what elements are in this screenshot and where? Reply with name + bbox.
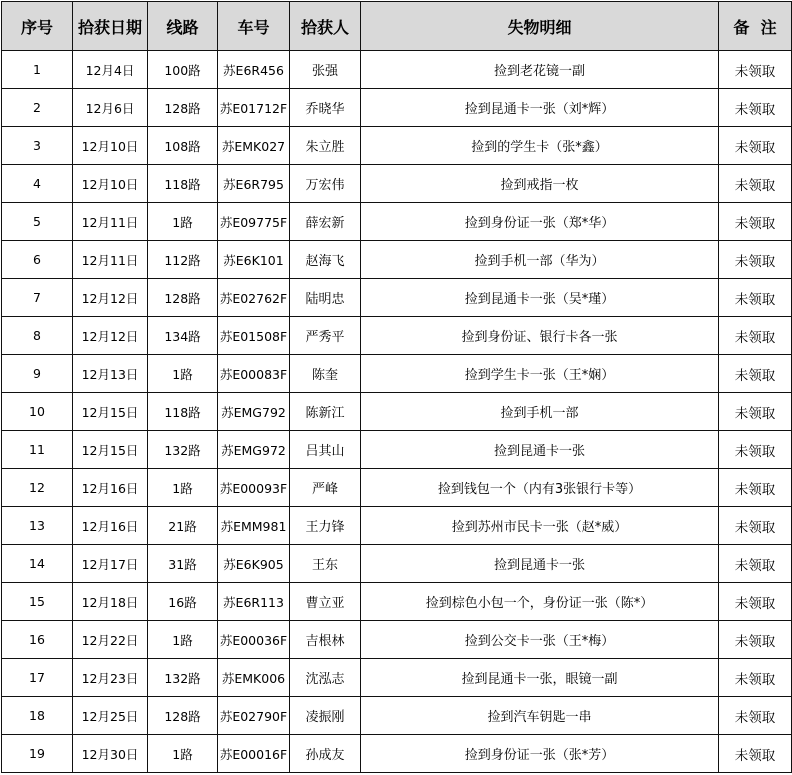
cell-index: 9	[2, 355, 73, 393]
table-row	[2, 241, 792, 279]
cell-date: 12月18日	[73, 583, 148, 621]
cell-date: 12月4日	[73, 51, 148, 89]
cell-date: 12月15日	[73, 393, 148, 431]
cell-date: 12月15日	[73, 431, 148, 469]
table-row	[2, 279, 792, 317]
cell-index: 16	[2, 621, 73, 659]
cell-finder: 张强	[290, 51, 361, 89]
table-row	[2, 659, 792, 697]
cell-item-details: 捡到棕色小包一个，身份证一张（陈*）	[361, 583, 719, 621]
table-row	[2, 697, 792, 735]
cell-date: 12月30日	[73, 735, 148, 773]
cell-finder: 严峰	[290, 469, 361, 507]
cell-item-details: 捡到手机一部（华为）	[361, 241, 719, 279]
header-item-details: 失物明细	[361, 2, 719, 51]
cell-index: 11	[2, 431, 73, 469]
cell-item-details: 捡到身份证、银行卡各一张	[361, 317, 719, 355]
cell-date: 12月17日	[73, 545, 148, 583]
cell-date: 12月12日	[73, 317, 148, 355]
cell-index: 8	[2, 317, 73, 355]
table-row	[2, 203, 792, 241]
cell-item-details: 捡到昆通卡一张	[361, 545, 719, 583]
cell-item-details: 捡到昆通卡一张	[361, 431, 719, 469]
cell-finder: 陈新江	[290, 393, 361, 431]
cell-bus-number: 苏E02762F	[218, 279, 290, 317]
cell-remark: 未领取	[719, 735, 792, 773]
cell-index: 3	[2, 127, 73, 165]
cell-finder: 曹立亚	[290, 583, 361, 621]
cell-remark: 未领取	[719, 279, 792, 317]
cell-bus-number: 苏E6R456	[218, 51, 290, 89]
cell-item-details: 捡到昆通卡一张，眼镜一副	[361, 659, 719, 697]
cell-index: 18	[2, 697, 73, 735]
cell-bus-number: 苏EMG792	[218, 393, 290, 431]
cell-remark: 未领取	[719, 431, 792, 469]
cell-item-details: 捡到老花镜一副	[361, 51, 719, 89]
cell-finder: 沈泓志	[290, 659, 361, 697]
cell-date: 12月10日	[73, 127, 148, 165]
cell-remark: 未领取	[719, 203, 792, 241]
cell-route: 31路	[148, 545, 218, 583]
cell-index: 15	[2, 583, 73, 621]
cell-index: 4	[2, 165, 73, 203]
table-row	[2, 127, 792, 165]
cell-remark: 未领取	[719, 469, 792, 507]
table-row	[2, 431, 792, 469]
table-row	[2, 583, 792, 621]
cell-remark: 未领取	[719, 621, 792, 659]
cell-remark: 未领取	[719, 317, 792, 355]
cell-finder: 王力锋	[290, 507, 361, 545]
cell-item-details: 捡到学生卡一张（王*娴）	[361, 355, 719, 393]
cell-finder: 薛宏新	[290, 203, 361, 241]
header-remark: 备 注	[719, 2, 792, 51]
cell-bus-number: 苏E00083F	[218, 355, 290, 393]
table-row	[2, 545, 792, 583]
table-row	[2, 507, 792, 545]
cell-item-details: 捡到的学生卡（张*鑫）	[361, 127, 719, 165]
cell-item-details: 捡到身份证一张（张*芳）	[361, 735, 719, 773]
cell-route: 1路	[148, 735, 218, 773]
cell-finder: 赵海飞	[290, 241, 361, 279]
cell-route: 128路	[148, 89, 218, 127]
lost-items-table	[1, 1, 792, 773]
cell-item-details: 捡到昆通卡一张（刘*辉）	[361, 89, 719, 127]
table-row	[2, 469, 792, 507]
cell-finder: 吉根林	[290, 621, 361, 659]
table-row	[2, 317, 792, 355]
cell-finder: 凌振刚	[290, 697, 361, 735]
cell-remark: 未领取	[719, 127, 792, 165]
cell-bus-number: 苏E00016F	[218, 735, 290, 773]
cell-finder: 万宏伟	[290, 165, 361, 203]
cell-bus-number: 苏EMG972	[218, 431, 290, 469]
table-row	[2, 355, 792, 393]
cell-date: 12月22日	[73, 621, 148, 659]
cell-remark: 未领取	[719, 507, 792, 545]
cell-remark: 未领取	[719, 165, 792, 203]
cell-index: 14	[2, 545, 73, 583]
cell-route: 118路	[148, 393, 218, 431]
cell-index: 10	[2, 393, 73, 431]
header-finder: 拾获人	[290, 2, 361, 51]
table-row	[2, 621, 792, 659]
table-row	[2, 393, 792, 431]
cell-route: 108路	[148, 127, 218, 165]
cell-index: 17	[2, 659, 73, 697]
cell-index: 6	[2, 241, 73, 279]
cell-index: 13	[2, 507, 73, 545]
cell-route: 1路	[148, 469, 218, 507]
cell-date: 12月16日	[73, 507, 148, 545]
cell-route: 1路	[148, 355, 218, 393]
cell-remark: 未领取	[719, 393, 792, 431]
cell-finder: 乔晓华	[290, 89, 361, 127]
cell-date: 12月11日	[73, 241, 148, 279]
cell-bus-number: 苏EMK006	[218, 659, 290, 697]
cell-bus-number: 苏E00093F	[218, 469, 290, 507]
cell-date: 12月25日	[73, 697, 148, 735]
cell-bus-number: 苏E00036F	[218, 621, 290, 659]
cell-bus-number: 苏EMM981	[218, 507, 290, 545]
cell-remark: 未领取	[719, 583, 792, 621]
cell-bus-number: 苏E09775F	[218, 203, 290, 241]
cell-remark: 未领取	[719, 659, 792, 697]
cell-item-details: 捡到戒指一枚	[361, 165, 719, 203]
cell-item-details: 捡到钱包一个（内有3张银行卡等）	[361, 469, 719, 507]
cell-date: 12月16日	[73, 469, 148, 507]
header-row	[2, 2, 792, 51]
cell-route: 16路	[148, 583, 218, 621]
cell-item-details: 捡到身份证一张（郑*华）	[361, 203, 719, 241]
cell-finder: 严秀平	[290, 317, 361, 355]
cell-item-details: 捡到昆通卡一张（吴*瑾）	[361, 279, 719, 317]
table-row	[2, 51, 792, 89]
cell-date: 12月6日	[73, 89, 148, 127]
cell-item-details: 捡到汽车钥匙一串	[361, 697, 719, 735]
cell-route: 134路	[148, 317, 218, 355]
table-row	[2, 735, 792, 773]
cell-route: 21路	[148, 507, 218, 545]
cell-route: 132路	[148, 659, 218, 697]
cell-remark: 未领取	[719, 355, 792, 393]
cell-bus-number: 苏E6R795	[218, 165, 290, 203]
cell-route: 118路	[148, 165, 218, 203]
cell-finder: 陈奎	[290, 355, 361, 393]
cell-route: 112路	[148, 241, 218, 279]
cell-item-details: 捡到公交卡一张（王*梅）	[361, 621, 719, 659]
cell-index: 5	[2, 203, 73, 241]
cell-index: 12	[2, 469, 73, 507]
cell-route: 132路	[148, 431, 218, 469]
cell-bus-number: 苏E6R113	[218, 583, 290, 621]
cell-index: 19	[2, 735, 73, 773]
cell-index: 2	[2, 89, 73, 127]
cell-remark: 未领取	[719, 89, 792, 127]
cell-item-details: 捡到手机一部	[361, 393, 719, 431]
cell-date: 12月11日	[73, 203, 148, 241]
cell-bus-number: 苏E01508F	[218, 317, 290, 355]
cell-route: 1路	[148, 621, 218, 659]
cell-finder: 吕其山	[290, 431, 361, 469]
header-route: 线路	[148, 2, 218, 51]
cell-date: 12月23日	[73, 659, 148, 697]
cell-bus-number: 苏E6K101	[218, 241, 290, 279]
cell-bus-number: 苏E02790F	[218, 697, 290, 735]
cell-remark: 未领取	[719, 697, 792, 735]
table-row	[2, 89, 792, 127]
header-index: 序号	[2, 2, 73, 51]
cell-finder: 陆明忠	[290, 279, 361, 317]
cell-date: 12月12日	[73, 279, 148, 317]
cell-bus-number: 苏E6K905	[218, 545, 290, 583]
cell-remark: 未领取	[719, 51, 792, 89]
cell-remark: 未领取	[719, 545, 792, 583]
cell-bus-number: 苏E01712F	[218, 89, 290, 127]
cell-index: 7	[2, 279, 73, 317]
cell-item-details: 捡到苏州市民卡一张（赵*威）	[361, 507, 719, 545]
header-date: 拾获日期	[73, 2, 148, 51]
table-body	[2, 51, 792, 773]
cell-route: 128路	[148, 697, 218, 735]
cell-finder: 王东	[290, 545, 361, 583]
cell-index: 1	[2, 51, 73, 89]
cell-finder: 孙成友	[290, 735, 361, 773]
cell-bus-number: 苏EMK027	[218, 127, 290, 165]
cell-remark: 未领取	[719, 241, 792, 279]
cell-route: 100路	[148, 51, 218, 89]
header-bus-number: 车号	[218, 2, 290, 51]
cell-finder: 朱立胜	[290, 127, 361, 165]
cell-date: 12月10日	[73, 165, 148, 203]
cell-route: 1路	[148, 203, 218, 241]
table-row	[2, 165, 792, 203]
cell-date: 12月13日	[73, 355, 148, 393]
cell-route: 128路	[148, 279, 218, 317]
